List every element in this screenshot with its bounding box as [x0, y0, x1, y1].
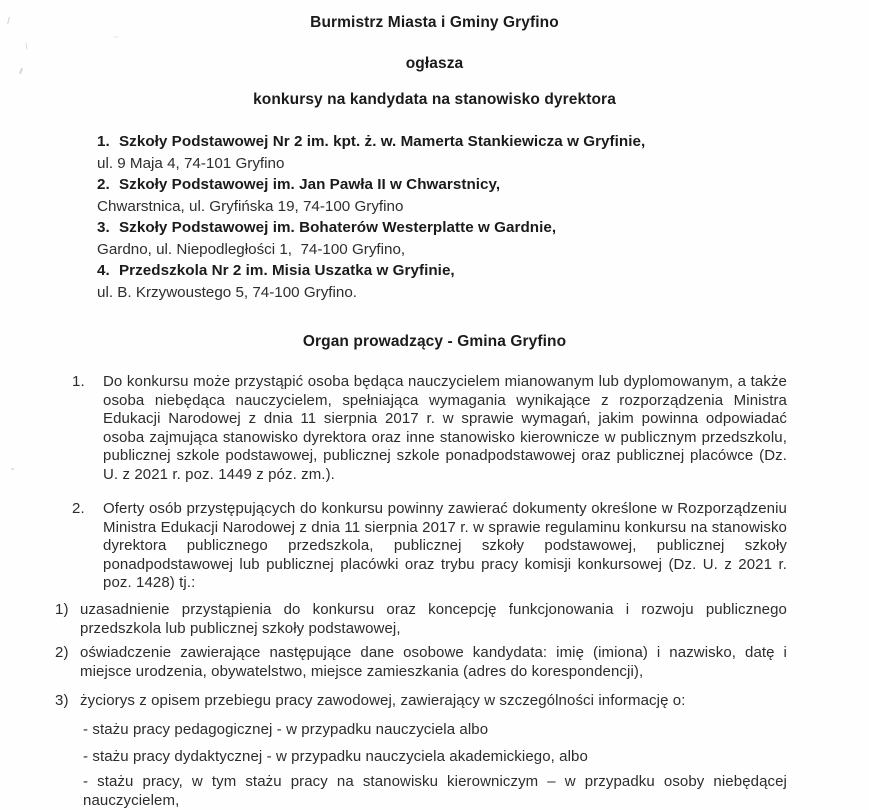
school-list: [97, 131, 802, 303]
announce-line: ogłasza: [405, 55, 464, 72]
experience-dash-list: [83, 721, 787, 810]
school-name: Szkoły Podstawowej im. Bohaterów Westerplatte w Gardnie,: [119, 219, 557, 236]
school-name: Szkoły Podstawowej im. Jan Pawła II w Chwarstnicy,: [119, 176, 501, 193]
paragraph-item: [72, 500, 787, 593]
paragraph-item: [72, 373, 787, 485]
requirement-number: 3): [55, 692, 69, 709]
requirement-text: uzasadnienie przystąpienia do konkursu oraz koncepcję funkcjonowania i rozwoju publicznego przedszkola lub publicznej szkoły podstawowej,: [80, 601, 787, 637]
requirement-number: 1): [55, 601, 69, 618]
school-name-line: [97, 260, 802, 282]
paragraph-text: Oferty osób przystępujących do konkursu powinny zawierać dokumenty określone w Rozporządzeniu Ministra Edukacji Narodowej z dnia 11 sierpnia 2017 r. w sprawie regulaminu konkursu na stanowisko dyrektora publicznego przedszkola, publicznej szkoły podstawowej, publicznej szkoły ponadpodstawowej lub publicznej placówki oraz trybu pracy komisji konkursowej (Dz. U. z 2021 r. poz. 1428) tj.:: [103, 500, 787, 592]
requirement-item: [55, 692, 787, 711]
school-item: [97, 174, 802, 217]
experience-dash-item: - stażu pracy dydaktycznej - w przypadku nauczyciela akademickiego, albo: [83, 747, 588, 765]
school-number: 3.: [97, 219, 110, 236]
school-name: Szkoły Podstawowej Nr 2 im. kpt. ż. w. Mamerta Stankiewicza w Gryfinie,: [119, 133, 646, 150]
requirement-text: życiorys z opisem przebiegu pracy zawodowej, zawierający w szczególności informację o:: [80, 692, 686, 709]
competition-subject: konkursy na kandydata na stanowisko dyrektora: [253, 91, 616, 108]
experience-dash-item: - stażu pracy pedagogicznej - w przypadku nauczyciela albo: [83, 721, 489, 738]
school-item: [97, 260, 802, 303]
school-name-line: [97, 217, 802, 239]
requirement-text: oświadczenie zawierające następujące dane osobowe kandydata: imię (imiona) i nazwisko, datę i miejsce urodzenia, obywatelstwo, miejsce zamieszkania (adres do korespondencji),: [80, 644, 787, 680]
school-item: [97, 217, 802, 260]
scan-artifact: [11, 468, 14, 470]
paragraph-number: 1.: [72, 373, 85, 390]
experience-dash-item: - stażu pracy, w tym stażu pracy na stanowisku kierowniczym – w przypadku osoby niebędącej nauczycielem,: [83, 773, 787, 809]
paragraph-text: Do konkursu może przystąpić osoba będąca nauczycielem mianowanym lub dyplomowanym, a także osoba niebędąca nauczycielem, spełniająca wymagania wynikające z rozporządzenia Ministra Edukacji Narodowej z dnia 11 sierpnia 2017 r. w sprawie wymagań, jakim powinna odpowiadać osoba zajmująca stanowisko dyrektora oraz inne stanowisko kierownicze w publicznym przedszkolu, publicznej szkole podstawowej, publicznej szkole ponadpodstawowej oraz publicznej placówce (Dz. U. z 2021 r. poz. 1449 z póz. zm.).: [103, 373, 787, 483]
school-address: Chwarstnica, ul. Gryfińska 19, 74-100 Gryfino: [97, 197, 404, 215]
paragraph-number: 2.: [72, 500, 85, 517]
doc-title: Burmistrz Miasta i Gminy Gryfino: [310, 14, 559, 31]
school-item: [97, 131, 802, 174]
school-address: Gardno, ul. Niepodległości 1, 74-100 Gryfino,: [97, 240, 406, 258]
school-number: 1.: [97, 133, 110, 150]
school-number: 2.: [97, 176, 110, 193]
requirement-item: [55, 601, 787, 638]
scan-artifact: [26, 43, 28, 49]
requirement-number: 2): [55, 644, 69, 661]
school-name: Przedszkola Nr 2 im. Misia Uszatka w Gryfinie,: [119, 262, 455, 279]
school-address: ul. 9 Maja 4, 74-101 Gryfino: [97, 154, 285, 172]
school-number: 4.: [97, 262, 110, 279]
scan-artifact: [114, 36, 118, 38]
requirement-item: [55, 644, 787, 681]
section-heading: Organ prowadzący - Gmina Gryfino: [302, 333, 567, 350]
school-address: ul. B. Krzywoustego 5, 74-100 Gryfino.: [97, 283, 358, 301]
school-name-line: [97, 174, 802, 196]
school-name-line: [97, 131, 802, 153]
